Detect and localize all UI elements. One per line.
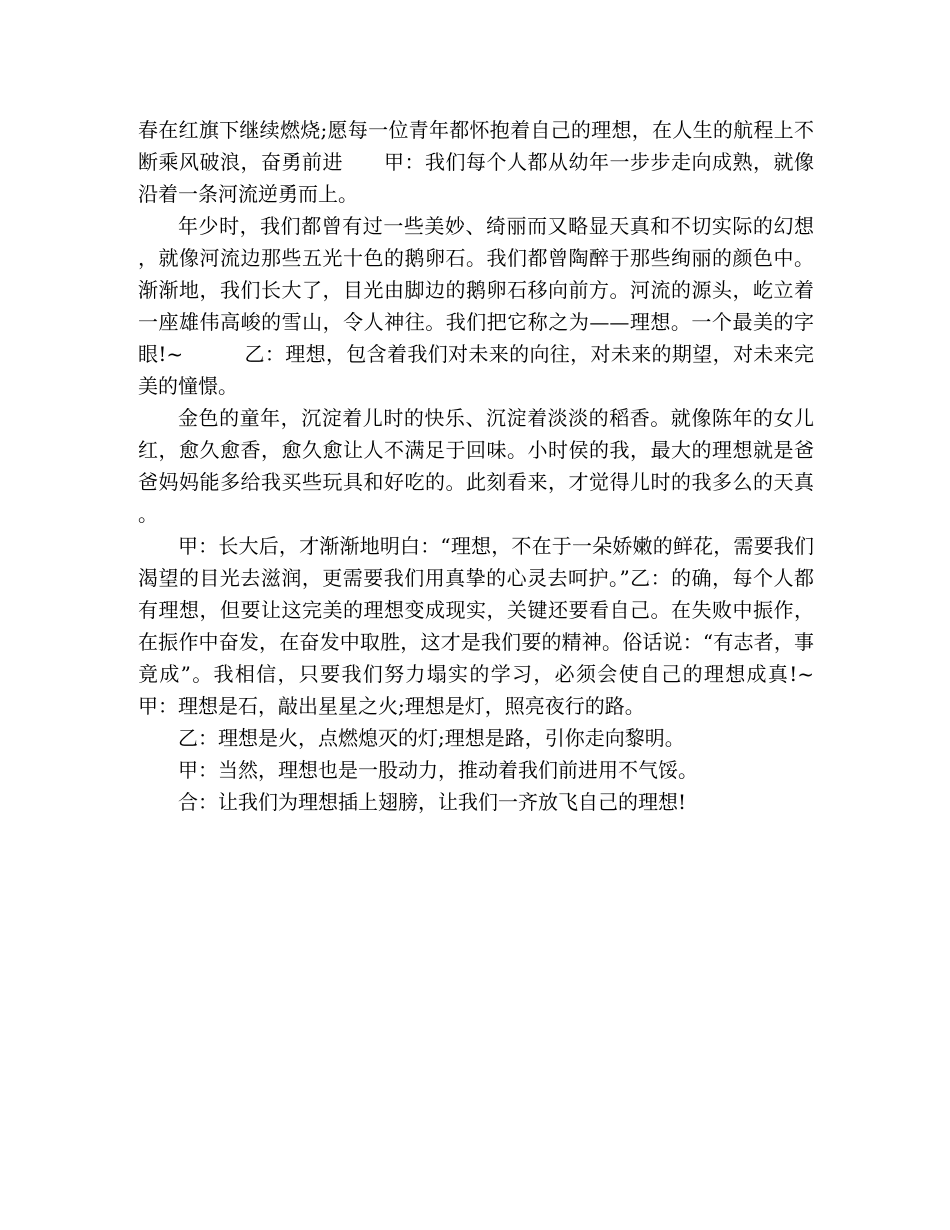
paragraph-youth-dreams: 年少时，我们都曾有过一些美妙、绮丽而又略显天真和不切实际的幻想，就像河流边那些五光十色的鹅卵石。我们都曾陶醉于那些绚丽的颜色中。渐渐地，我们长大了，目光由脚边的鹅卵石移向前方。河流的源头，屹立着一座雄伟高峻的雪山，令人神往。我们把它称之为——理想。一个最美的字眼!~ 乙：理想，包含着我们对未来的向往，对未来的期望，对未来完美的憧憬。 [138, 214, 814, 398]
paragraph-growing-up: 甲：长大后，才渐渐地明白：“理想，不在于一朵娇嫩的鲜花，需要我们渴望的目光去滋润，更需要我们用真挚的心灵去呵护。”乙：的确，每个人都有理想，但要让这完美的理想变成现实，关键还要看自己。在失败中振作，在振作中奋发，在奋发中取胜，这才是我们要的精神。俗话说：“有志者，事竟成”。我相信，只要我们努力塌实的学习，必须会使自己的理想成真!~ 甲：理想是石，敲出星星之火;理想是灯，照亮夜行的路。 [138, 534, 874, 718]
paragraph-ideal-fire: 乙：理想是火，点燃熄灭的灯;理想是路，引你走向黎明。 [178, 726, 685, 750]
document-body [138, 114, 874, 818]
paragraph-ideal-motivation: 甲：当然，理想也是一股动力，推动着我们前进用不气馁。 [178, 758, 698, 782]
paragraph-golden-childhood: 金色的童年，沉淀着儿时的快乐、沉淀着淡淡的稻香。就像陈年的女儿红，愈久愈香，愈久愈让人不满足于回味。小时侯的我，最大的理想就是爸爸妈妈能多给我买些玩具和好吃的。此刻看来，才觉得儿时的我多么的天真。 [138, 406, 814, 526]
paragraph-opening: 春在红旗下继续燃烧;愿每一位青年都怀抱着自己的理想，在人生的航程上不断乘风破浪，奋勇前进 甲：我们每个人都从幼年一步步走向成熟，就像沿着一条河流逆勇而上。 [138, 118, 814, 206]
paragraph-closing-chorus: 合：让我们为理想插上翅膀，让我们一齐放飞自己的理想! [178, 790, 687, 814]
